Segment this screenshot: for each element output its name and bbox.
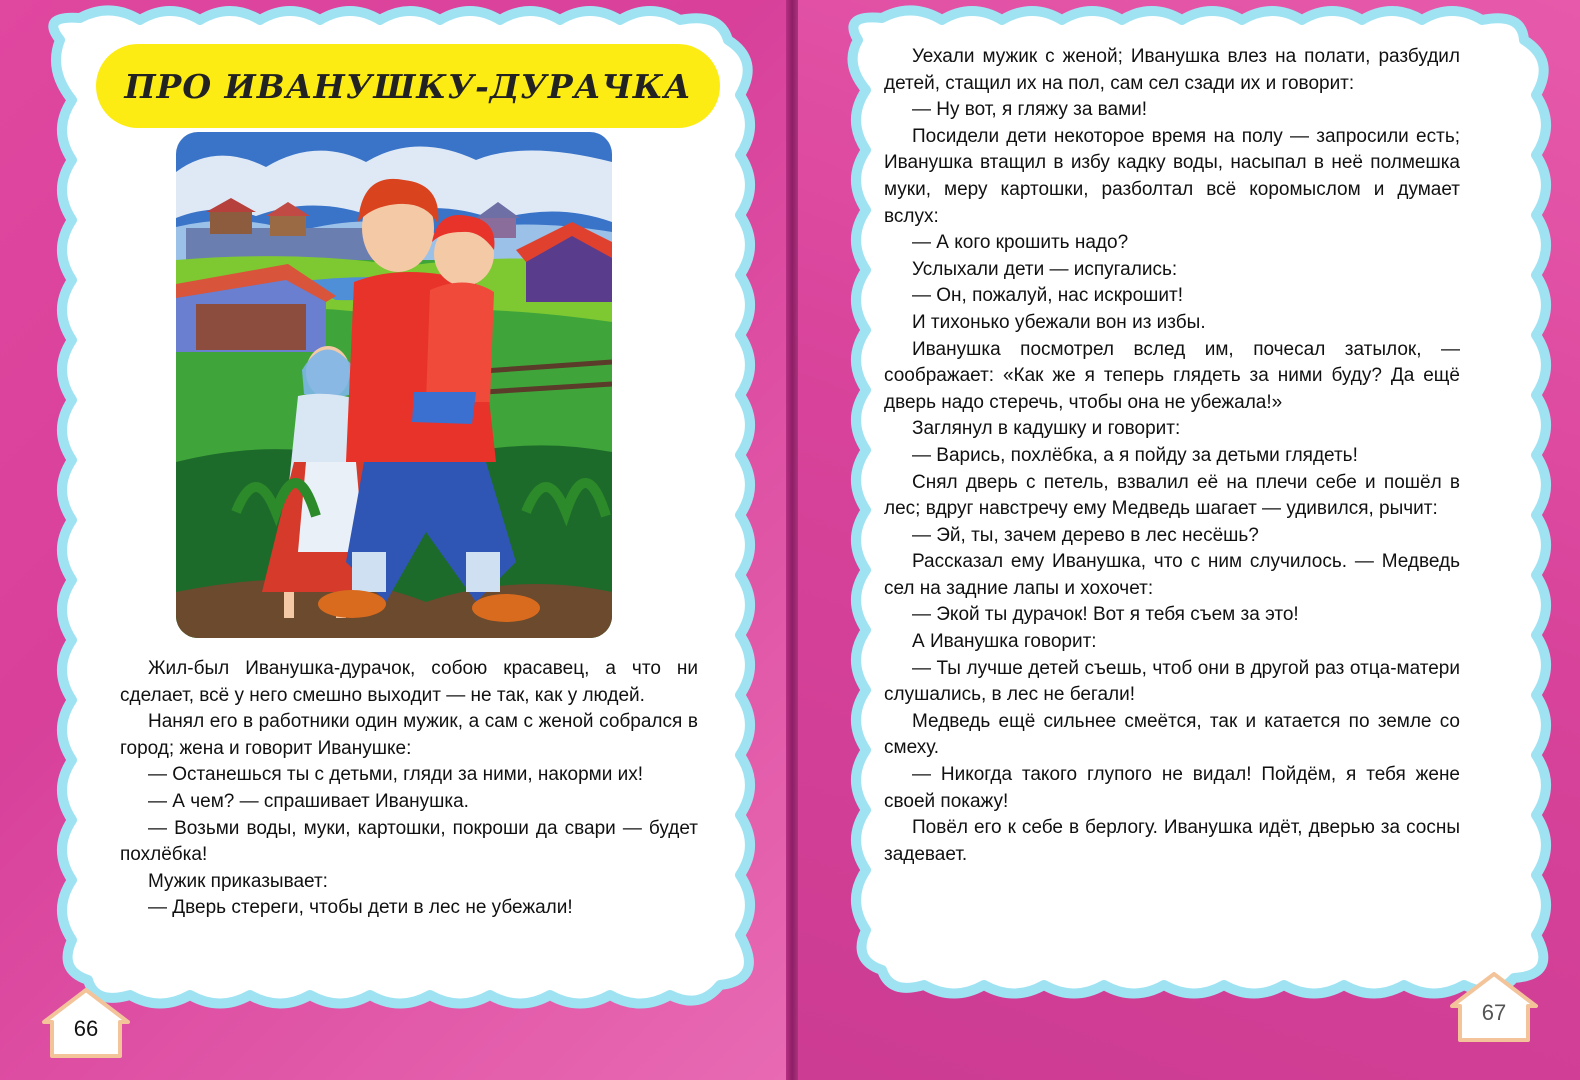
left-page-text bbox=[120, 656, 698, 922]
paragraph: — Экой ты дурачок! Вот я тебя съем за это! bbox=[912, 604, 1299, 626]
page-number: 67 bbox=[1481, 1000, 1507, 1025]
paragraph: Жил-был Иванушка-дурачок, собою красавец, а что ни сделает, всё у него смешно выходит — не так, как у людей. bbox=[120, 658, 698, 706]
right-page-text bbox=[884, 44, 1460, 868]
paragraph: Снял дверь с петель, взвалил её на плечи себе и пошёл в лес; вдруг навстречу ему Медведь шагает — удивился, рычит: bbox=[884, 471, 1460, 520]
paragraph: Мужик приказывает: bbox=[148, 870, 328, 892]
story-illustration bbox=[176, 132, 612, 638]
story-title: ПРО ИВАНУШКУ-ДУРАЧКА bbox=[124, 66, 692, 106]
paragraph: — Он, пожалуй, нас искрошит! bbox=[912, 285, 1184, 307]
paragraph: Медведь ещё сильнее смеётся, так и катается по земле со смеху. bbox=[884, 710, 1460, 759]
paragraph: — А чем? — спрашивает Иванушка. bbox=[148, 790, 469, 812]
paragraph: Посидели дети некоторое время на полу — запросили есть; Иванушка втащил в избу кадку воды, насыпал в неё полмешка муки, меру картошки, разболтал всё коромыслом и думает вслух: bbox=[884, 125, 1460, 227]
paragraph: Повёл его к себе в берлогу. Иванушка идёт, дверью за сосны задевает. bbox=[884, 817, 1460, 865]
paragraph: — Эй, ты, зачем дерево в лес несёшь? bbox=[912, 524, 1259, 546]
paragraph: Нанял его в работники один мужик, а сам с женой собрался в город; жена и говорит Иванушке: bbox=[120, 711, 698, 759]
paragraph: — Ну вот, я гляжу за вами! bbox=[912, 99, 1148, 121]
paragraph: — Возьми воды, муки, картошки, покроши да свари — будет похлёбка! bbox=[120, 817, 698, 866]
paragraph: — Ты лучше детей съешь, чтоб они в другой раз отца-матери слушались, в лес не бегали! bbox=[884, 657, 1460, 706]
paragraph: — Никогда такого глупого не видал! Пойдём, я тебя жене своей покажу! bbox=[884, 764, 1460, 812]
title-banner bbox=[96, 44, 720, 128]
page-number-badge-right bbox=[1450, 972, 1538, 1042]
paragraph: — А кого крошить надо? bbox=[912, 232, 1129, 254]
ivanushka-with-children-illustration bbox=[176, 132, 612, 638]
paragraph: Заглянул в кадушку и говорит: bbox=[912, 418, 1181, 440]
page-number-badge-left bbox=[42, 988, 130, 1058]
paragraph: А Иванушка говорит: bbox=[912, 631, 1097, 653]
page-number: 66 bbox=[73, 1016, 99, 1041]
paragraph: Иванушка посмотрел вслед им, почесал затылок, — соображает: «Как же я теперь глядеть за ними буду? Да ещё дверь надо стеречь, чтобы она не убежала!» bbox=[884, 338, 1460, 413]
paragraph: Уехали мужик с женой; Иванушка влез на полати, разбудил детей, стащил их на пол, сам сел сзади их и говорит: bbox=[884, 46, 1460, 94]
paragraph: — Дверь стереги, чтобы дети в лес не убежали! bbox=[148, 897, 573, 919]
paragraph: — Останешься ты с детьми, гляди за ними, накорми их! bbox=[148, 764, 643, 786]
paragraph: И тихонько убежали вон из избы. bbox=[912, 311, 1206, 333]
paragraph: Рассказал ему Иванушка, что с ним случилось. — Медведь сел на задние лапы и хохочет: bbox=[884, 551, 1460, 599]
paragraph: — Варись, похлёбка, а я пойду за детьми глядеть! bbox=[912, 444, 1358, 466]
paragraph: Услыхали дети — испугались: bbox=[912, 258, 1178, 280]
